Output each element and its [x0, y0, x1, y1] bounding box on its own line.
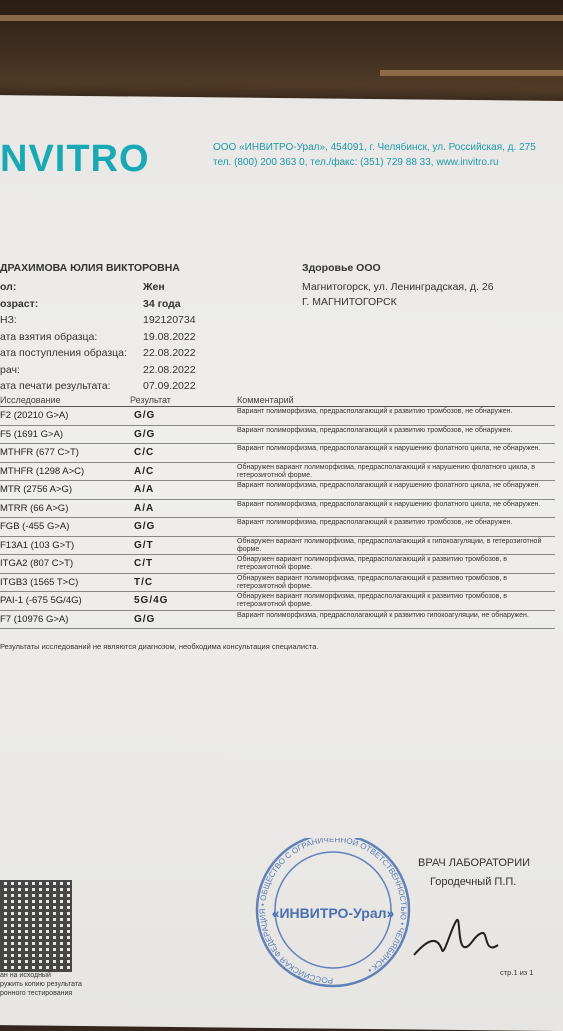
- test-name: F2 (20210 G>A): [0, 410, 69, 421]
- test-result: G/G: [134, 410, 156, 421]
- table-header-result: Результат: [130, 395, 171, 405]
- patient-field-label: ол:: [0, 281, 17, 293]
- test-result: G/G: [134, 428, 156, 440]
- patient-field-label: ата поступления образца:: [0, 347, 127, 359]
- test-comment: Обнаружен вариант полиморфизма, предрасполагающий к нарушению фолатного цикла, в гетерозиготной форме.: [237, 463, 535, 479]
- test-name: PAI-1 (-675 5G/4G): [0, 595, 82, 606]
- doctor-title: ВРАЧ ЛАБОРАТОРИИ: [418, 857, 531, 869]
- row-divider: [0, 554, 555, 555]
- test-name: ITGB3 (1565 T>C): [0, 576, 79, 588]
- row-divider: [0, 536, 555, 537]
- stamp-ring-text: РОССИЙСКАЯ ФЕДЕРАЦИЯ • ОБЩЕСТВО С ОГРАНИЧЕННОЙ ОТВЕТСТВЕННОСТЬЮ • ЧЕЛЯБИНСК •: [258, 838, 409, 986]
- patient-field-value: Жен: [143, 281, 165, 293]
- test-comment: Вариант полиморфизма, предрасполагающий к развитию тромбозов, не обнаружен.: [237, 408, 513, 415]
- disclaimer-note: Результаты исследований не являются диагнозом, необходима консультация специалиста.: [0, 642, 319, 651]
- patient-field-label: ата печати результата:: [0, 380, 111, 392]
- patient-field-label: озраст:: [0, 297, 39, 310]
- test-result: G/G: [134, 613, 156, 625]
- org-address: Магнитогорск, ул. Ленинградская, д. 26: [302, 281, 494, 293]
- table-header-test: Исследование: [0, 395, 61, 405]
- table-header-divider: [0, 406, 555, 407]
- test-comment: Вариант полиморфизма, предрасполагающий к нарушению фолатного цикла, не обнаружен.: [237, 500, 541, 508]
- invitro-logo: NVITRO: [0, 138, 150, 180]
- row-divider: [0, 628, 555, 629]
- row-divider: [0, 591, 555, 592]
- test-name: F5 (1691 G>A): [0, 428, 64, 440]
- row-divider: [0, 462, 555, 463]
- test-result: 5G/4G: [134, 595, 169, 606]
- qr-caption-3: ронного тестирования: [0, 990, 73, 997]
- test-name: MTHFR (677 C>T): [0, 447, 79, 458]
- test-name: FGB (-455 G>A): [0, 521, 70, 532]
- test-name: MTRR (66 A>G): [0, 502, 69, 514]
- doctor-name: Городечный П.П.: [430, 876, 517, 888]
- page-number: стр.1 из 1: [500, 968, 534, 977]
- test-name: MTR (2756 A>G): [0, 484, 73, 495]
- stamp-company-text: «ИНВИТРО-Урал»: [271, 905, 395, 921]
- qr-caption-1: ан на исходный: [0, 972, 51, 979]
- patient-field-value: 192120734: [143, 314, 196, 326]
- qr-caption-2: ружить копию результата: [0, 981, 82, 988]
- test-result: C/T: [134, 558, 154, 569]
- test-result: C/C: [134, 447, 155, 458]
- patient-field-label: ата взятия образца:: [0, 330, 98, 343]
- patient-field-value: 19.08.2022: [143, 330, 196, 343]
- test-result: A/A: [134, 484, 155, 495]
- background-shelf-edge: [380, 70, 563, 76]
- row-divider: [0, 480, 555, 481]
- row-divider: [0, 499, 555, 500]
- test-comment: Обнаружен вариант полиморфизма, предрасполагающий к развитию тромбозов, в гетерозиготной форме.: [237, 556, 507, 571]
- patient-field-label: НЗ:: [0, 314, 17, 326]
- test-name: ITGA2 (807 C>T): [0, 558, 74, 569]
- table-header-comment: Комментарий: [237, 395, 294, 405]
- qr-code: [0, 880, 72, 972]
- test-comment: Обнаружен вариант полиморфизма, предрасполагающий к гипокоагуляции, в гетерозиготной форме.: [237, 537, 542, 553]
- org-name: Здоровье ООО: [302, 262, 381, 274]
- test-comment: Вариант полиморфизма, предрасполагающий к развитию гипокоагуляции, не обнаружен.: [237, 611, 529, 619]
- test-comment: Вариант полиморфизма, предрасполагающий к нарушению фолатного цикла, не обнаружен.: [237, 482, 541, 489]
- row-divider: [0, 610, 555, 611]
- test-name: MTHFR (1298 A>C): [0, 465, 85, 477]
- patient-field-value: 07.09.2022: [143, 380, 196, 392]
- test-result: G/G: [134, 521, 156, 532]
- patient-field-value: 34 года: [143, 297, 181, 310]
- company-stamp: [248, 838, 418, 993]
- org-city: Г. МАГНИТОГОРСК: [302, 296, 397, 308]
- row-divider: [0, 425, 555, 426]
- test-name: F13A1 (103 G>T): [0, 539, 75, 551]
- test-result: A/A: [134, 502, 155, 514]
- test-comment: Обнаружен вариант полиморфизма, предрасполагающий к развитию тромбозов, в гетерозиготной форме.: [237, 574, 507, 590]
- patient-field-label: рач:: [0, 363, 20, 376]
- test-comment: Вариант полиморфизма, предрасполагающий к нарушению фолатного цикла, не обнаружен.: [237, 445, 541, 452]
- test-result: G/T: [134, 539, 154, 551]
- test-name: F7 (10976 G>A): [0, 613, 69, 625]
- patient-field-value: 22.08.2022: [143, 363, 196, 376]
- row-divider: [0, 443, 555, 444]
- patient-name: ДРАХИМОВА ЮЛИЯ ВИКТОРОВНА: [0, 262, 180, 274]
- background-shelf: [0, 15, 563, 21]
- test-result: A/C: [134, 465, 155, 477]
- signature: [412, 905, 502, 970]
- test-result: T/C: [134, 576, 154, 588]
- test-comment: Обнаружен вариант полиморфизма, предрасполагающий к развитию тромбозов, в гетерозиготной форме.: [237, 593, 507, 608]
- test-comment: Вариант полиморфизма, предрасполагающий к развитию тромбозов, не обнаружен.: [237, 519, 513, 526]
- row-divider: [0, 517, 555, 518]
- patient-field-value: 22.08.2022: [143, 347, 196, 359]
- row-divider: [0, 573, 555, 574]
- company-contacts: тел. (800) 200 363 0, тел./факс: (351) 729 88 33, www.invitro.ru: [213, 157, 499, 168]
- company-address: ООО «ИНВИТРО-Урал», 454091, г. Челябинск, ул. Российская, д. 275: [213, 142, 536, 153]
- test-comment: Вариант полиморфизма, предрасполагающий к развитию тромбозов, не обнаружен.: [237, 426, 513, 434]
